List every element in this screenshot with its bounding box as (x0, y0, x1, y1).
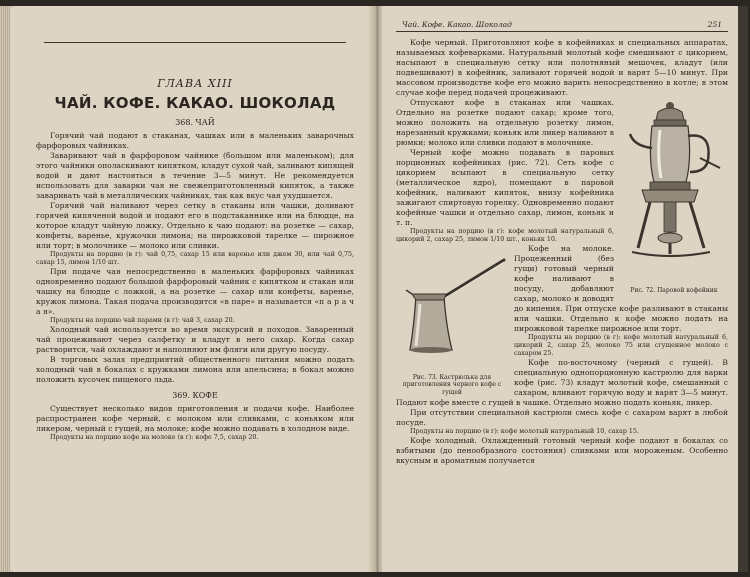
book-cover-edge (738, 6, 748, 572)
figure-73 (396, 246, 508, 396)
coffee-pan-illustration (396, 246, 508, 364)
paragraph: Горячий чай подают в стаканах, чашках или в маленьких заварочных фарфоровых чайниках. (36, 131, 354, 150)
paragraph: В торговых залах предприятий общественного питания можно подать холодный чай в бокалах с кружками лимона или апельсина; в бокал можно положить кусочек пищевого льда. (36, 355, 354, 384)
paragraph: При подаче чая непосредственно в маленьких фарфоровых чайниках одновременно подают большой фарфоровый чайник с кипятком и стакан или чашку на блюдце с ложкой, а на розетке — сахар или конфеты, варенье, кружок лимона. Такая подача производится «в паре» и называется «п а р а ч а я». (36, 267, 354, 316)
paragraph: Кофе холодный. Охлажденный готовый черный кофе подают в бокалах со взбитыми (до пенообразного состояния) сливками или мороженым. Особенно вкусным и ароматным получается (396, 436, 728, 465)
ingredients-note: Продукты на порцию чай парами (в г): чай 3, сахар 20. (50, 317, 235, 324)
section-heading-coffee: 369. КОФЕ (172, 391, 218, 400)
paragraph: Горячий чай наливают через сетку в стаканы или чашки, доливают горячей кипяченой водой и подают его в подстаканнике или на блюдце, на которое кладут чайную ложку. Отдельно к чаю подают: на розетке — сахар, конфеты, варенье, кружочки лимона; на пирожковой тарелке — пирожное или торт; в молочнике — молоко или сливки. (36, 201, 354, 250)
figure-73-caption: Рис. 73. Кастрюлька для приготовления черного кофе с гущей (402, 373, 502, 396)
paragraph: Заваривают чай в фарфоровом чайнике (большом или маленьком); для этого чайники ополаскивают кипятком, кладут сухой чай, заливают кипящей водой и дают настояться в течение 3—5 минут. Не рекомендуется использовать для заварки чая не свежеприготовленный кипяток, а также заваривать чай в металлических чайниках, так как вкус чая ухудшается. (36, 151, 354, 200)
right-column (396, 20, 728, 466)
steam-coffee-pot-illustration (620, 98, 728, 270)
paragraph: При отсутствии специальной кастрюли смесь кофе с сахаром варят в любой посуде. (396, 408, 728, 427)
ingredients-note: Продукты на порцию кофе на молоке (в г): кофе 7,5, сахар 20. (50, 434, 259, 441)
paragraph: Черный кофе можно подавать в паровых порционных кофейниках (рис. 72). Сеть кофе с цикорием всыпают в специальную сетку (металлическое ядро), помещают в паровой кофейник, наливают кипяток, внизу кофейника зажигают спиртовую горелку. Одновременно подают кофейные чашки и отдельно сахар, лимон, коньяк и т. п. (396, 148, 614, 227)
ingredients-note: Продукты на порцию (в г): кофе молотый натуральный 10, сахар 15. (410, 428, 639, 435)
paragraph: Холодный чай используется во время экскурсий и походов. Заваренный чай процеживают через салфетку и кладут в него сахар. Когда сахар растворится, чай охлаждают и наполняют им фляги или другую посуду. (36, 325, 354, 354)
left-page (10, 6, 372, 572)
running-head-title: Чай. Кофе. Какао. Шоколад (402, 20, 512, 29)
header-rule (396, 31, 728, 32)
paragraph: Кофе по-восточному (черный с гущей). В специальную однопорционную кастрюлю для варки кофе (рис. 73) кладут молотый кофе, смешанный с сахаром, вливают горячую воду и варят 3—5 минут. Подают кофе вместе с гущей в чашке. Отдельно можно подать коньяк, ликер. (396, 358, 728, 407)
ingredients-note: Продукты на порцию (в г): кофе молотый натуральный 6, цикорий 2, сахар 25, лимон 1/10 шт., коньяк 10. (396, 228, 614, 243)
page-number: 251 (707, 20, 722, 29)
figure-72-caption: Рис. 72. Паровой кофейник (630, 286, 718, 294)
right-page (382, 6, 740, 572)
figure-72 (620, 98, 728, 294)
paragraph: Кофе черный. Приготовляют кофе в кофейниках и специальных аппаратах, называемых кофеварками. Натуральный молотый кофе смешивают с цикорием, насыпают в специальную сетку или полотняный мешочек, кладут (или подвешивают) в кофейник, заливают горячей водой и варят 5—10 минут. При массовом производстве кофе его можно варить непосредственно в котле; в этом случае кофе перед подачей процеживают. (396, 38, 728, 97)
top-rule (44, 42, 346, 43)
chapter-number: ГЛАВА XIII (157, 77, 233, 90)
paragraph: Существует несколько видов приготовления и подачи кофе. Наиболее распространен кофе черный, с молоком или сливками, с коньяком или ликером, черный с гущей, на молоке; кофе можно подавать в холодном виде. (36, 404, 354, 433)
paragraph: Кофе на молоке. Процеженный (без гущи) готовый черный кофе наливают в посуду, добавляют сахар, молоко и доводят до кипения. При отпуске кофе разливают в стаканы или чашки. Отдельно к кофе можно подать на пирожковой тарелке пирожное или торт. (514, 244, 728, 333)
running-header (396, 20, 728, 29)
ingredients-note: Продукты на порцию (в г): чай 0,75, сахар 15 или варенье или джем 30, или чай 0,75, сахар 15, лимон 1/10 шт. (36, 251, 354, 266)
ingredients-note: Продукты на порцию (в г): кофе молотый натуральный 6, цикорий 2, сахар 25, молоко 75 или сгущенное молоко с сахаром 25. (514, 334, 728, 357)
left-column (36, 24, 354, 442)
chapter-title: ЧАЙ. КОФЕ. КАКАО. ШОКОЛАД (54, 94, 336, 112)
section-heading-tea: 368. ЧАЙ (175, 118, 215, 127)
paragraph: Отпускают кофе в стаканах или чашках. Отдельно на розетке подают сахар; кроме того, можно положить на отдельную розетку лимон, нарезанный кружками; коньяк или ликер наливают в рюмки; молоко или сливки подают в молочнике. (396, 98, 614, 147)
